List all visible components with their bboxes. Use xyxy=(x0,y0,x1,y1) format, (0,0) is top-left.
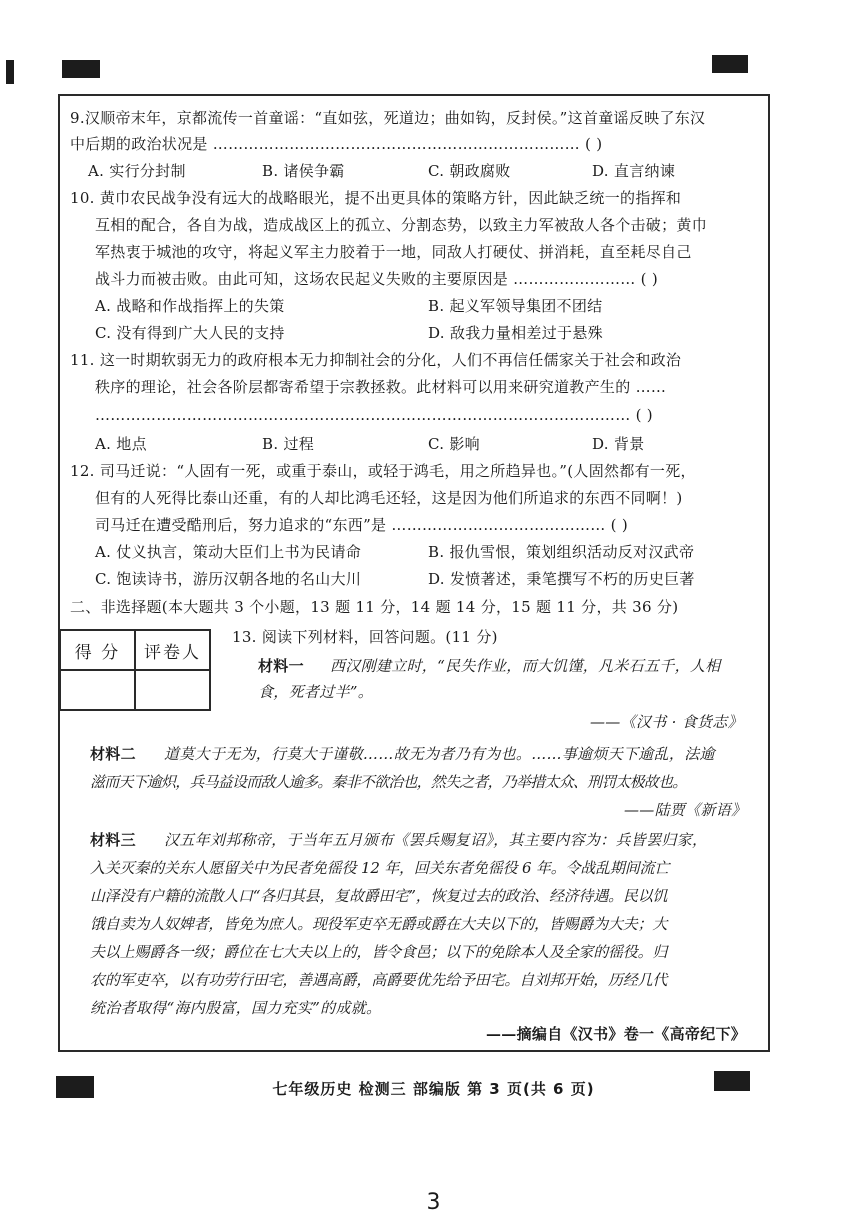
q9-line2: 中后期的政治状况是 ……………………………………………………………… ( ) xyxy=(70,135,603,153)
q10-line2: 互相的配合，各自为战，造成战区上的孤立、分割态势，以致主力军被敌人各个击破；黄巾 xyxy=(95,216,708,234)
registration-mark-left-edge xyxy=(6,60,14,84)
grader-label: 评卷人 xyxy=(135,630,210,670)
q11-option-b: B. 过程 xyxy=(262,435,315,453)
q12-line1: 12. 司马迁说：“人固有一死，或重于泰山，或轻于鸿毛，用之所趋异也。”(人固然都有一死， xyxy=(70,462,696,480)
material3-line5: 夫以上赐爵各一级；爵位在七大夫以上的，皆令食邑；以下的免除本人及全家的徭役。归 xyxy=(90,943,668,961)
q12-option-c: C. 饱读诗书，游历汉朝各地的名山大川 xyxy=(95,570,362,588)
material3-line7: 统治者取得“海内殷富，国力充实”的成就。 xyxy=(90,999,382,1017)
registration-mark-top-right xyxy=(712,55,748,73)
q12-option-b: B. 报仇雪恨，策划组织活动反对汉武帝 xyxy=(428,543,695,561)
material3-line3: 山泽没有户籍的流散人口“各归其县，复故爵田宅”，恢复过去的政治、经济待遇。民以饥 xyxy=(90,887,668,905)
q9-line1: 9.汉顺帝末年，京都流传一首童谣：“直如弦，死道边；曲如钩，反封侯。”这首童谣反映了东汉 xyxy=(70,109,706,127)
q13-title: 13. 阅读下列材料，回答问题。(11 分) xyxy=(232,628,498,646)
registration-mark-top-left xyxy=(62,60,100,78)
material3-line1: 汉五年刘邦称帝，于当年五月颁布《罢兵赐复诏》，其主要内容为：兵皆罢归家， xyxy=(164,831,708,849)
q10-option-b: B. 起义军领导集团不团结 xyxy=(428,297,603,315)
page-number: 3 xyxy=(426,1190,441,1215)
q12-line2: 但有的人死得比泰山还重，有的人却比鸿毛还轻，这是因为他们所追求的东西不同啊！) xyxy=(95,489,683,507)
q10-line3: 军热衷于城池的攻守，将起义军主力胶着于一地，同敌人打硬仗、拼消耗，直至耗尽自己 xyxy=(95,243,692,261)
material3-source: ——摘编自《汉书》卷一《高帝纪下》 xyxy=(486,1025,747,1043)
score-table xyxy=(59,629,211,711)
q11-option-a: A. 地点 xyxy=(95,435,147,453)
q11-line3: …………………………………………………………………………………………… ( ) xyxy=(95,406,653,424)
q11-option-c: C. 影响 xyxy=(428,435,480,453)
q10-line4: 战斗力而被击败。由此可知，这场农民起义失败的主要原因是 …………………… ( ) xyxy=(95,270,659,288)
material3-line4: 饿自卖为人奴婢者，皆免为庶人。现役军吏卒无爵或爵在大夫以下的，皆赐爵为大夫；大 xyxy=(90,915,668,933)
score-label: 得 分 xyxy=(60,630,135,670)
page-footer: 七年级历史 检测三 部编版 第 3 页(共 6 页) xyxy=(272,1080,595,1098)
q9-option-d: D. 直言纳谏 xyxy=(592,162,676,180)
material1-line2: 食，死者过半”。 xyxy=(258,683,374,701)
material2-source: ——陆贾《新语》 xyxy=(624,801,747,819)
q9-option-b: B. 诸侯争霸 xyxy=(262,162,345,180)
material1-line1: 西汉刚建立时，“民失作业，而大饥馑，凡米石五千，人相 xyxy=(330,657,721,675)
material1-source: ——《汉书 · 食货志》 xyxy=(590,713,743,731)
q12-line3: 司马迁在遭受酷刑后，努力追求的“东西”是 …………………………………… ( ) xyxy=(95,516,629,534)
q10-option-c: C. 没有得到广大人民的支持 xyxy=(95,324,285,342)
q10-option-d: D. 敌我力量相差过于悬殊 xyxy=(428,324,603,342)
material2-line2: 滋而天下逾炽，兵马益设而敌人逾多。秦非不欲治也，然失之者，乃举措太众、刑罚太极故也。 xyxy=(90,773,687,791)
material2-label: 材料二 xyxy=(90,745,136,763)
q11-option-d: D. 背景 xyxy=(592,435,645,453)
q12-option-d: D. 发愤著述，秉笔撰写不朽的历史巨著 xyxy=(428,570,695,588)
material3-label: 材料三 xyxy=(90,831,136,849)
q9-option-a: A. 实行分封制 xyxy=(88,162,186,180)
material3-line2: 入关灭秦的关东人愿留关中为民者免徭役 12 年，回关东者免徭役 6 年。令战乱期间流亡 xyxy=(90,859,670,877)
q10-option-a: A. 战略和作战指挥上的失策 xyxy=(95,297,285,315)
section2-header: 二、非选择题(本大题共 3 个小题，13 题 11 分，14 题 14 分，15 题 11 分，共 36 分) xyxy=(70,598,679,616)
material1-label: 材料一 xyxy=(258,657,304,675)
material2-line1: 道莫大于无为，行莫大于谨敬……故无为者乃有为也。……事逾烦天下逾乱，法逾 xyxy=(164,745,715,763)
material3-line6: 农的军吏卒，以有功劳行田宅，善遇高爵，高爵要优先给予田宅。自刘邦开始，历经几代 xyxy=(90,971,668,989)
q11-line2: 秩序的理论，社会各阶层都寄希望于宗教拯救。此材料可以用来研究道教产生的 …… xyxy=(95,378,667,396)
q10-line1: 10. 黄巾农民战争没有远大的战略眼光，提不出更具体的策略方针，因此缺乏统一的指挥和 xyxy=(70,189,682,207)
q9-option-c: C. 朝政腐败 xyxy=(428,162,511,180)
grader-box[interactable] xyxy=(135,670,210,710)
q11-line1: 11. 这一时期软弱无力的政府根本无力抑制社会的分化，人们不再信任儒家关于社会和政治 xyxy=(70,351,682,369)
score-box[interactable] xyxy=(60,670,135,710)
q12-option-a: A. 仗义执言，策动大臣们上书为民请命 xyxy=(95,543,362,561)
